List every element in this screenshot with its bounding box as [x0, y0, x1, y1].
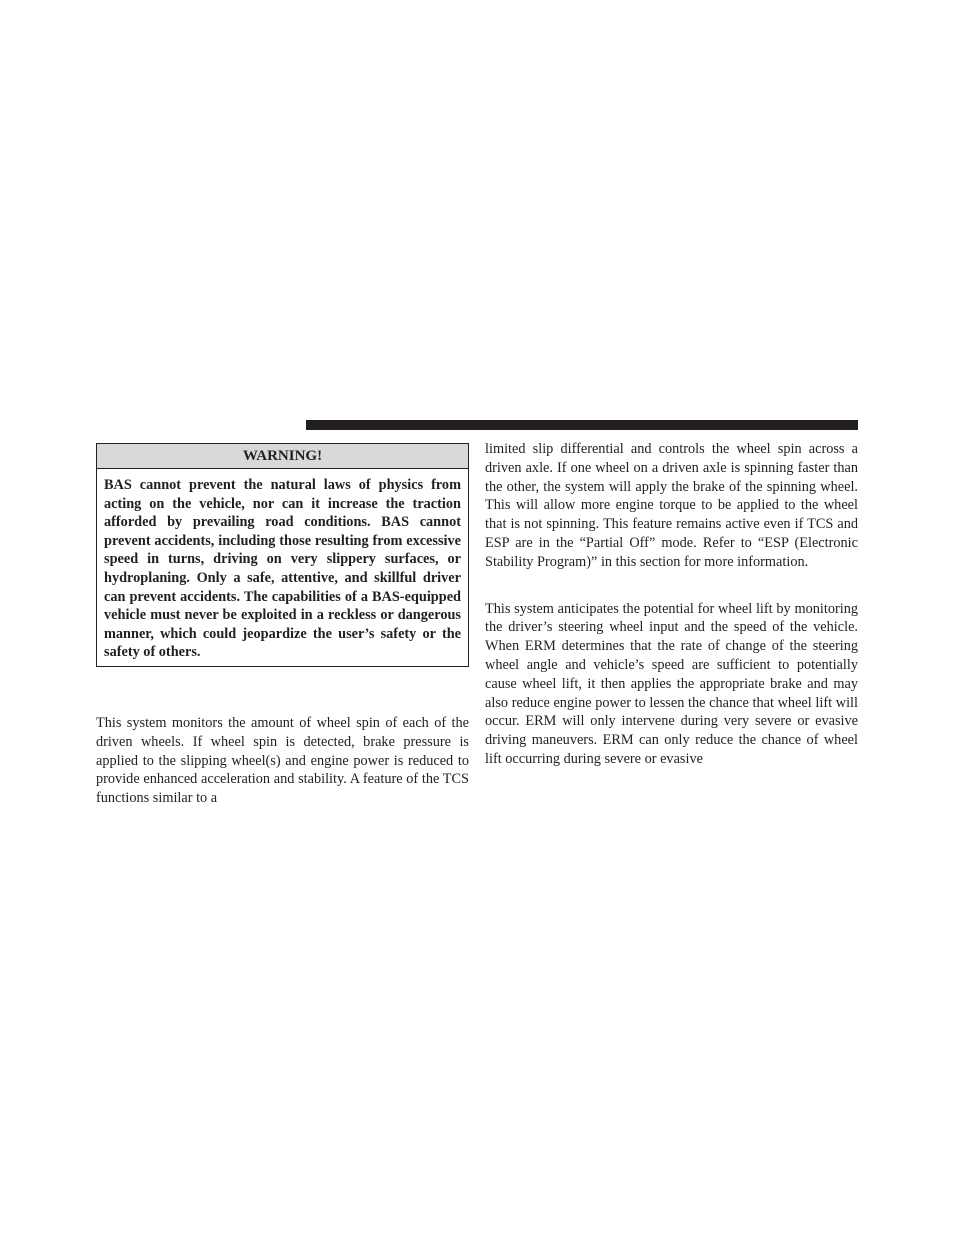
- warning-title: WARNING!: [97, 444, 468, 469]
- tcs-continued-paragraph: limited slip differential and controls the wheel spin across a driven axle. If one wheel on a driven axle is spinning faster than the other, the system will apply the brake of the spinning wheel. This will allow more engine torque to be applied to the wheel that is not spinning. This feature remains active even if TCS and ESP are in the “Partial Off” mode. Refer to “ESP (Electronic Stability Program)” in this section for more information.: [485, 441, 858, 570]
- left-column: [96, 440, 469, 808]
- erm-paragraph: This system anticipates the potential for wheel lift by monitoring the driver’s steering wheel input and the speed of the vehicle. When ERM determines that the rate of change of the steering wheel angle and vehicle’s speed are sufficient to potentially cause wheel lift, it then applies the appropriate brake and may also reduce engine power to lessen the chance that wheel lift will occur. ERM will only intervene during very severe or evasive driving maneuvers. ERM can only reduce the chance of wheel lift occurring during severe or evasive: [485, 600, 858, 767]
- header-rule: [306, 420, 858, 430]
- warning-body: BAS cannot prevent the natural laws of physics from acting on the vehicle, nor can it increase the traction afforded by prevailing road conditions. BAS cannot prevent accidents, including those resulting from excessive speed in turns, driving on very slippery surfaces, or hydroplaning. Only a safe, attentive, and skillful driver can prevent accidents. The capabilities of a BAS-equipped vehicle must never be exploited in a reckless or dangerous manner, which could jeopardize the user’s safety or the safety of others.: [104, 477, 461, 661]
- right-column: [485, 440, 858, 769]
- warning-box: [96, 443, 469, 667]
- tcs-paragraph: This system monitors the amount of wheel spin of each of the driven wheels. If wheel spin is detected, brake pressure is applied to the slipping wheel(s) and engine power is reduced to provide enhanced acceleration and stability. A feature of the TCS functions similar to a: [96, 714, 469, 807]
